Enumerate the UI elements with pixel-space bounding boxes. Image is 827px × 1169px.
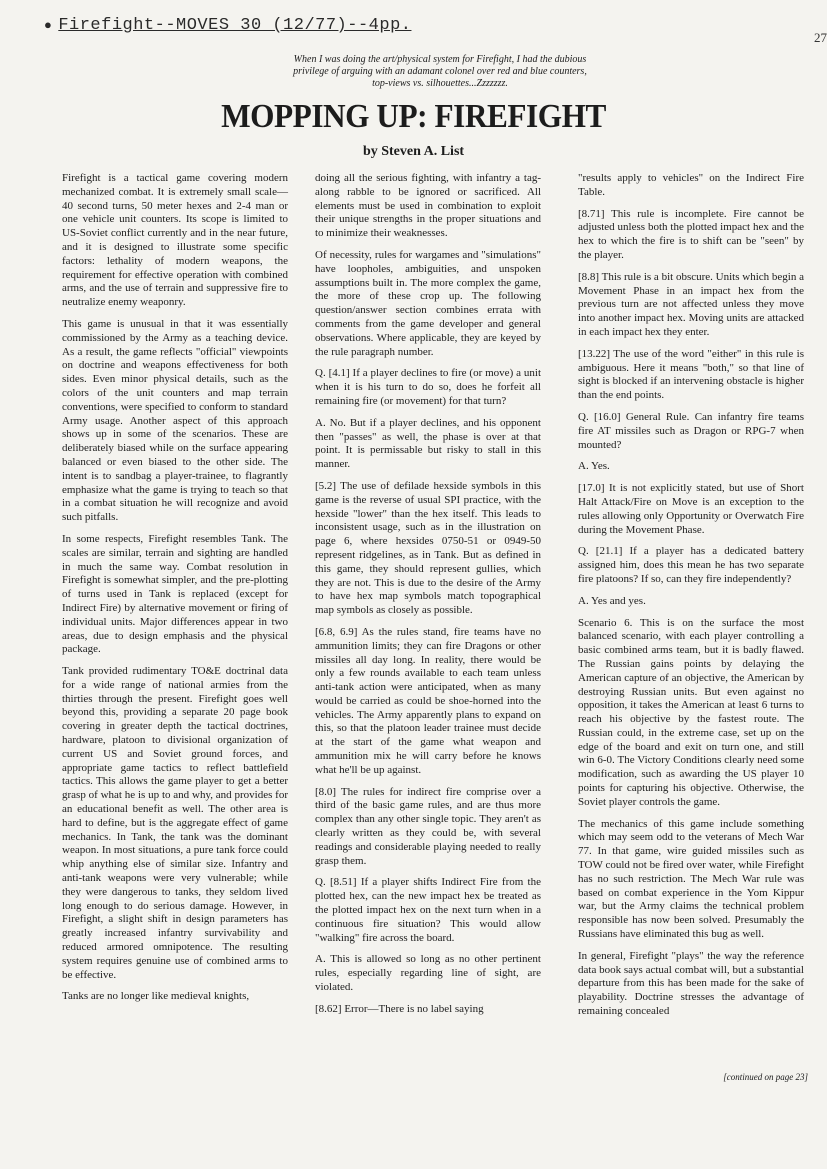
paragraph: Tank provided rudimentary TO&E doctrinal data for a wide range of national armies from the thirties through the present. Firefight goes well beyond this, providing a separate 20 page book covering in greater depth the tactical doctrines, hardware, platoon to divisional organization of current US and Soviet ground forces, and appropriate game tactics to reflect battlefield tactics. This allows the game player to get a better grasp of what he is up to and why, and provides for an educational benefit as well. The other area is hard to define, but is the aggregate effect of game mechanics. In Tank, the tank was the dominant weapon. In most situations, a pure tank force could whip anything else of similar size. Infantry and anti-tank weapons were very vulnerable; while they were dangerous to tanks, they seldom lived long enough to do serious damage. However, in Firefight, a slight shift in design parameters has greatly increased infantry survivability and reduced armored omnipotence. The resulting system requires genuine use of combined arms to be effective. (62, 665, 288, 981)
typed-annotation: ● Firefight--MOVES 30 (12/77)--4pp. (44, 16, 412, 35)
paragraph: [5.2] The use of defilade hexside symbols in this game is the reverse of usual SPI practice, with the hexside "lower" than the hex itself. This leads to inconsistent usage, such as in the illustration on page 6, where hexsides 0750-51 or 0949-50 represent ridgelines, as in Tank. But as defined in this game, they should represent gullies, which they are not. This is due to the desire of the Army to have hex map symbols match topographical map symbols as closely as possible. (315, 479, 541, 617)
paragraph: [8.71] This rule is incomplete. Fire cannot be adjusted unless both the plotted impact hex and the hex to which the fire is to shift can be "seen" by the player. (578, 207, 804, 261)
paragraph: A. This is allowed so long as no other pertinent rules, especially regarding line of sight, are violated. (315, 953, 541, 994)
paragraph: [8.0] The rules for indirect fire comprise over a third of the basic game rules, and are thus more complex than any other single topic. They aren't as clearly written as they could be, with several readings and considerable playing needed to really grasp them. (315, 785, 541, 867)
paragraph: A. Yes and yes. (578, 594, 646, 607)
continued-note: [continued on page 23] (723, 1072, 808, 1082)
paragraph: In general, Firefight "plays" the way the reference data book says actual combat will, but a substantial departure from this has been made for the sake of playability. Doctrine stresses the advantage of remaining concealed (578, 949, 804, 1018)
byline: by Steven A. List (362, 144, 465, 159)
paragraph: [8.62] Error—There is no label saying (315, 1002, 484, 1015)
paragraph: Q. [16.0] General Rule. Can infantry fire teams fire AT missiles such as Dragon or RPG-7 when mounted? (578, 410, 804, 451)
paragraph: A. No. But if a player declines, and his opponent then "passes" as well, the phase is over at that point. It is permissable but risky to stall in this manner. (315, 416, 541, 471)
paragraph: [17.0] It is not explicitly stated, but use of Short Halt Attack/Fire on Move is an exception to the rules allowing only Opportunity or Overwatch Fire during the Movement Phase. (578, 482, 804, 536)
paragraph: Scenario 6. This is on the surface the most balanced scenario, with each player controlling a basic combined arms team, but it is badly flawed. The Russian gains points by delaying the American capture of an objective, the American by destroying Russian units. But even against no opposition, it takes the American at least 6 turns to reach his objective by the fastest route. The Russian could, in the extreme case, set up on the edge of the board and exit on turn one, and still win 6-0. The Victory Conditions clearly need some modification, such as awarding the US player 10 points for capturing his objective. Otherwise, the Soviet player controls the game. (578, 616, 804, 808)
paragraph: [8.8] This rule is a bit obscure. Units which begin a Movement Phase in an impact hex from the previous turn are not affected unless they move into another impact hex. Moving units are attacked in each impact hex they enter. (578, 270, 804, 338)
paragraph: This game is unusual in that it was essentially commissioned by the Army as a teaching device. As a result, the game reflects "official" viewpoints on doctrine and weapons effectiveness for both sides. Even minor physical details, such as the colors of the unit counters and map terrain conventions, were specified to conform to standard Army usage. Another aspect of this approach shows up in some of the scenarios. These are deliberately biased while on the surface appearing balanced or even biased to the other side. The intent is to sandbag a player-trainee, to flagrantly emphasize what the game is trying to teach so that in a combat situation he will recognize and avoid such pitfalls. (62, 317, 288, 524)
paragraph: Q. [4.1] If a player declines to fire (or move) a unit when it is his turn to do so, does he forfeit all remaining fire (or movement) for that turn? (315, 367, 541, 407)
designer-note: When I was doing the art/physical system for Firefight, I had the dubious privilege of arguing with an adamant colonel over red and blue counters, top-views vs. silhouettes...Zzzzzzz. (293, 54, 587, 89)
paragraph: Q. [8.51] If a player shifts Indirect Fire from the plotted hex, can the new impact hex be treated as the plotted impact hex on the next turn when in a continuous fire situation? This would allow "walking" fire across the board. (315, 876, 541, 944)
paragraph: In some respects, Firefight resembles Tank. The scales are similar, terrain and sighting are handled in much the same way. Combat resolution in Firefight is somewhat simpler, and the pre-plotting of turns used in Tank is replaced (except for Indirect Fire) by alternative movement or firing of individual units. Major differences appear in two areas, due to design emphasis and the physical package. (62, 532, 288, 656)
column-3 (578, 172, 804, 1027)
column-2 (315, 172, 541, 1025)
paragraph: Tanks are no longer like medieval knights, (62, 990, 250, 1003)
paragraph: doing all the serious fighting, with infantry a tag-along rabble to be ignored or sacrificed. All elements must be used in combination to exploit their unique strengths in the proper situations and to minimize their weaknesses. (315, 172, 541, 240)
paragraph: Q. [21.1] If a player has a dedicated battery assigned him, does this mean he has two separate fire platoons? If so, can they fire independently? (578, 545, 804, 585)
paragraph: Firefight is a tactical game covering modern mechanized combat. It is extremely small scale—40 second turns, 50 meter hexes and 2-4 man or one vehicle unit counters. Its scope is limited to US-Soviet conflict currently and in the near future, and it is designed to illustrate some specific factors: lethality of modern weapons, the requirement for effective operation with combined arms, and the use of terrain and suppressive fire to neutralize enemy weaponry. (62, 172, 288, 309)
paragraph: [6.8, 6.9] As the rules stand, fire teams have no ammunition limits; they can fire Dragons or other missiles all day long. In reality, there would be only a few rounds available to each team unless anti-tank action were anticipated, when as many would be carried as could be shoe-horned into the vehicles. The Army apparently plans to expand on this, so that the platoon leader trainee must decide at the start of the game what weapon and ammunition mix he will carry before he knows what he'll be up against. (315, 625, 541, 776)
page-number: 27 (814, 30, 827, 45)
paragraph: "results apply to vehicles" on the Indirect Fire Table. (578, 172, 804, 198)
article-title: MOPPING UP: FIREFIGHT (221, 98, 606, 135)
paragraph: Of necessity, rules for wargames and "simulations" have loopholes, ambiguities, and unspoken assumptions built in. The more complex the game, the more of these crop up. The following question/answer section combines errata with comments from the game developer and general observations. Where applicable, they are keyed by the rule paragraph number. (315, 248, 541, 358)
column-1 (62, 172, 288, 1012)
bullet-icon: ● (44, 18, 53, 33)
paragraph: [13.22] The use of the word "either" in this rule is ambiguous. Here it means "both," so that line of sight is blocked if an intervening obstacle is higher than the end points. (578, 347, 804, 402)
paragraph: A. Yes. (578, 460, 610, 473)
paragraph: The mechanics of this game include something which may seem odd to the veterans of Mech War 77. In that game, wire guided missiles such as TOW could not be fired over water, while Firefight has no such restriction. The Mech War rule was based on combat experience in the Yom Kippur war, but the Army claims the technical problem responsible has now been solved. Presumably the Russians have eliminated this bug as well. (578, 817, 804, 941)
